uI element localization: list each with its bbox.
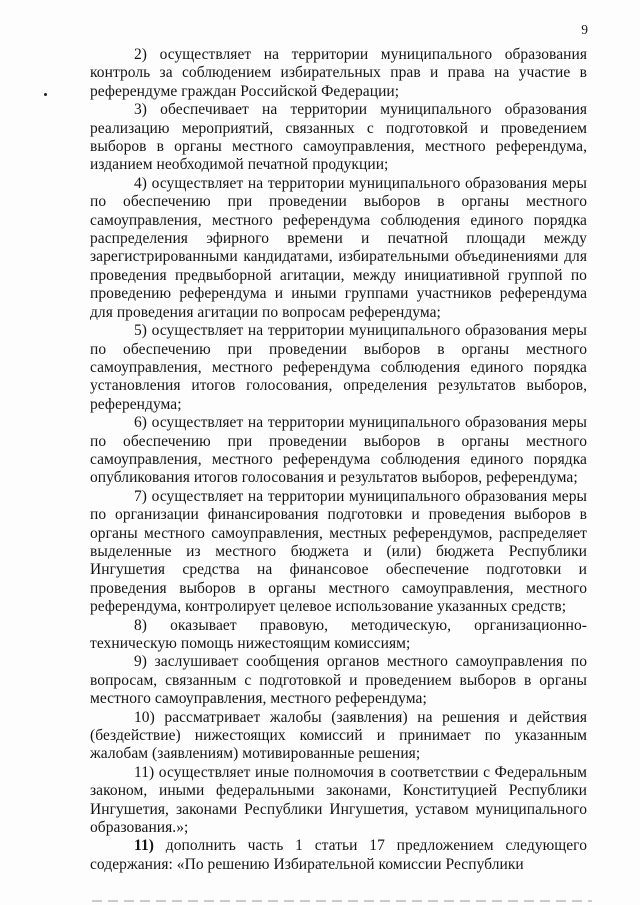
scan-artifact-line (92, 900, 592, 902)
paragraph-item-3: 3) обеспечивает на территории муниципального образования реализацию мероприятий, связанных с подготовкой и проведением выборов в органы местного самоуправления, местного референдума, изданием необходимой печатной продукции; (90, 101, 587, 174)
paragraph-item-8: 8) оказывает правовую, методическую, организационно-техническую помощь нижестоящим комиссиям; (90, 616, 587, 652)
scan-speck (44, 93, 47, 96)
document-body (90, 46, 587, 874)
paragraph-item-7: 7) осуществляет на территории муниципального образования меры по организации финансирования подготовки и проведения выборов в органы местного самоуправления, местных референдумов, распределяет выделенные из местного бюджета и (или) бюджета Республики Ингушетия средства на финансовое обеспечение подготовки и проведения выборов в органы местного самоуправления, местного референдума, контролирует целевое использование указанных средств; (90, 487, 587, 616)
paragraph-item-11: 11) осуществляет иные полномочия в соответствии с Федеральным законом, иными федеральными законами, Конституцией Республики Ингушетия, законами Республики Ингушетия, уставом муниципального образования.»; (90, 763, 587, 837)
amendment-text: дополнить часть 1 статьи 17 предложением следующего содержания: «По решению Избирательной комиссии Республики (90, 837, 587, 873)
paragraph-item-9: 9) заслушивает сообщения органов местного самоуправления по вопросам, связанным с подготовкой и проведением выборов в органы местного самоуправления, местного референдума; (90, 653, 587, 708)
paragraph-item-5: 5) осуществляет на территории муниципального образования меры по обеспечению при проведении выборов в органы местного самоуправления, местного референдума соблюдения единого порядка установления итогов голосования, определения результатов выборов, референдума; (90, 322, 587, 413)
paragraph-item-4: 4) осуществляет на территории муниципального образования меры по обеспечению при проведении выборов в органы местного самоуправления, местного референдума соблюдения единого порядка распределения эфирного времени и печатной площади между зарегистрированными кандидатами, избирательными объединениями для проведения предвыборной агитации, между инициативной группой по проведению референдума и иными группами участников референдума для проведения агитации по вопросам референдума; (90, 174, 587, 321)
paragraph-item-2: 2) осуществляет на территории муниципального образования контроль за соблюдением избирательных прав и права на участие в референдуме граждан Российской Федерации; (90, 46, 587, 100)
page-number: 9 (581, 22, 588, 37)
paragraph-item-6: 6) осуществляет на территории муниципального образования меры по обеспечению при проведении выборов в органы местного самоуправления, местного референдума соблюдения единого порядка опубликования итогов голосования и результатов выборов, референдума; (90, 414, 587, 487)
paragraph-item-10: 10) рассматривает жалобы (заявления) на решения и действия (бездействие) нижестоящих комиссий и принимает по указанным жалобам (заявлениям) мотивированные решения; (90, 708, 587, 763)
amendment-number: 11) (134, 837, 154, 855)
amendment-paragraph (90, 837, 587, 874)
